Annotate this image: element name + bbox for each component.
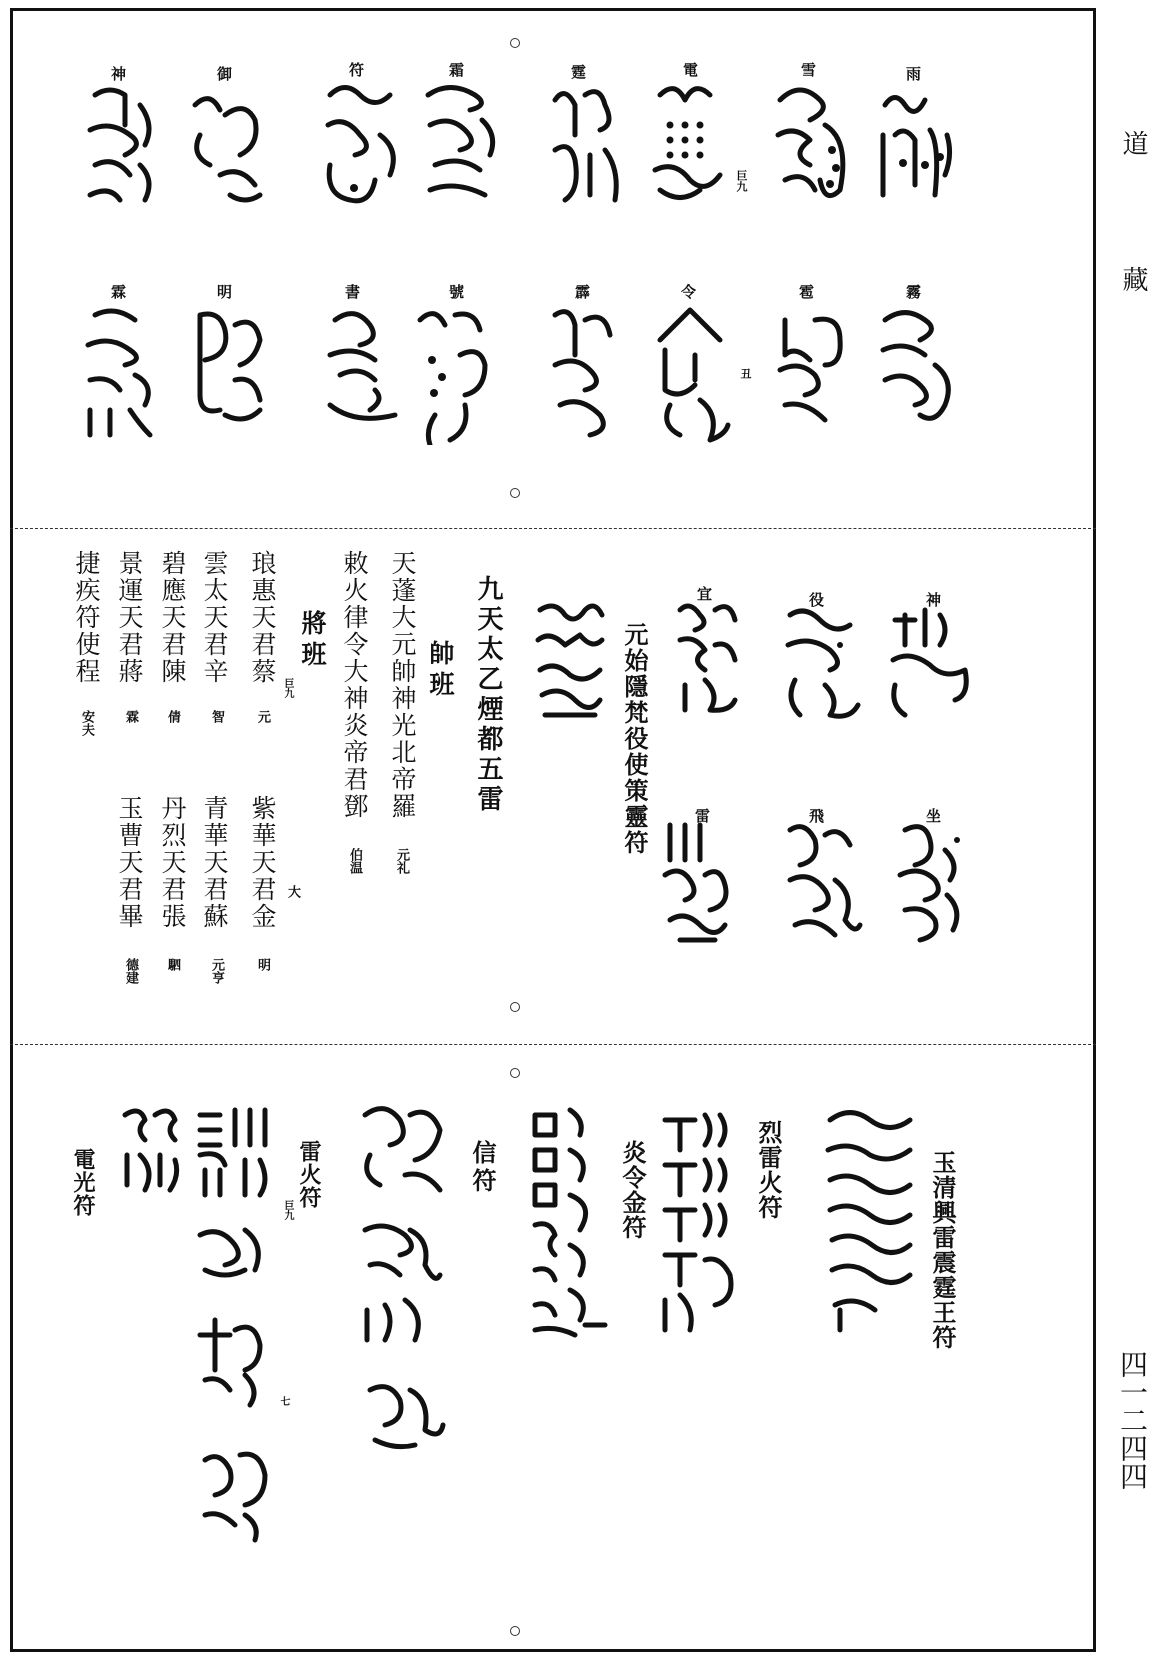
general-8: 丹烈天君張 [158, 795, 187, 930]
seal-label: 坐 [924, 808, 942, 823]
seal-label: 飛 [807, 808, 825, 823]
general-ban-note: 巨九 [282, 678, 293, 698]
general-7-note: 元亨 [209, 958, 224, 984]
book-title: 道藏 [1118, 130, 1148, 402]
suitable-talisman [670, 600, 745, 715]
binding-hole [510, 1002, 520, 1012]
seal-label: 明 [215, 284, 233, 299]
general-5-note: 安夫 [79, 710, 94, 736]
general-2: 雲太天君辛 [200, 550, 229, 685]
seal-label: 霧 [904, 284, 922, 299]
binding-hole [510, 38, 520, 48]
downpour-seal [80, 305, 165, 440]
seal-label: 電 [681, 62, 699, 77]
binding-hole [510, 1626, 520, 1636]
marshal-1-note: 元礼 [394, 848, 409, 874]
imperial-seal [185, 85, 270, 210]
writing-seal [320, 305, 405, 435]
general-6-note: 明 [255, 958, 270, 971]
lightning-light-talisman [115, 1105, 185, 1195]
marshal-2-note: 伯温 [347, 848, 362, 874]
general-9-note: 德建 [123, 958, 138, 984]
general-1-note: 元 [255, 710, 270, 723]
seal-label: 雷 [693, 808, 711, 823]
fierce-thunder-talisman [655, 1110, 745, 1335]
general-4: 景運天君蔣 [115, 550, 144, 685]
talisman-title-2: 烈雷火符 [754, 1120, 783, 1220]
general-9: 玉曹天君畢 [115, 795, 144, 930]
divider-bottom [10, 1044, 1096, 1045]
talisman-title-3: 炎令金符 [618, 1140, 647, 1240]
seal-label: 宜 [695, 586, 713, 601]
lightning-seal [650, 80, 730, 210]
frost-seal [420, 80, 505, 210]
thunderclap-seal [545, 80, 630, 210]
talisman-seal [320, 80, 405, 210]
talisman-title-1: 玉清興雷震霆王符 [928, 1150, 957, 1350]
signal-seal [410, 305, 495, 445]
general-3-note: 倩 [165, 710, 180, 723]
thunder-fire-talisman [190, 1105, 275, 1545]
talisman-title: 元始隱梵役使策靈符 [620, 622, 649, 856]
marshal-ban-heading: 帥班 [426, 640, 455, 702]
general-7: 青華天君蘇 [200, 795, 229, 930]
seal-label: 神 [109, 66, 127, 81]
thunderbolt-seal [545, 305, 625, 440]
seal-label: 雹 [797, 284, 815, 299]
spirit-seal [80, 85, 165, 210]
seal-label: 雨 [904, 66, 922, 81]
thunder-talisman [655, 820, 735, 950]
talisman-title-4: 信符 [468, 1140, 497, 1196]
seal-label: 雪 [799, 62, 817, 77]
hail-seal [770, 305, 855, 435]
general-6-mark: 大 [285, 885, 300, 898]
divider-top [10, 528, 1096, 529]
general-5: 捷疾符使程 [72, 550, 101, 685]
general-4-note: 霖 [123, 710, 138, 723]
seal-label: 霜 [447, 62, 465, 77]
seal-label: 符 [347, 62, 365, 77]
page-note: 丑 [739, 368, 752, 379]
talisman-title-5-note: 巨九 [282, 1200, 293, 1220]
binding-hole [510, 488, 520, 498]
talisman-title-6: 電光符 [70, 1148, 96, 1217]
trust-talisman [355, 1100, 450, 1480]
sitting-talisman [885, 820, 970, 950]
flame-metal-talisman [525, 1105, 615, 1340]
page-note: 巨九 [735, 170, 748, 192]
bright-seal [185, 305, 270, 435]
seal-label: 霹 [573, 284, 591, 299]
snow-seal [770, 80, 855, 210]
servant-talisman [780, 605, 865, 720]
seal-label: 神 [924, 592, 942, 607]
general-2-note: 智 [209, 710, 224, 723]
talisman-title-5: 雷火符 [296, 1140, 322, 1209]
seal-label: 書 [343, 284, 361, 299]
spirit-talisman [885, 605, 975, 720]
seal-label: 霆 [569, 64, 587, 79]
general-3: 碧應天君陳 [158, 550, 187, 685]
seal-label: 號 [447, 284, 465, 299]
section-heading: 九天太乙煙都五雷 [473, 575, 503, 815]
binding-hole [510, 1068, 520, 1078]
marshal-2: 敕火律令大神炎帝君鄧 [340, 550, 369, 820]
marshal-1: 天蓬大元帥神光北帝羅 [388, 550, 417, 820]
flying-talisman [780, 820, 865, 950]
seal-label: 霖 [109, 284, 127, 299]
page-mark: 七 [278, 1396, 289, 1406]
seal-label: 役 [807, 592, 825, 607]
general-1: 琅惠天君蔡 [248, 550, 277, 685]
page-number: 四一二四四 [1116, 1350, 1149, 1490]
general-ban-heading: 將班 [298, 610, 327, 672]
command-seal [650, 305, 735, 445]
general-6: 紫華天君金 [248, 795, 277, 930]
general-8-note: 駟 [165, 958, 180, 971]
rain-seal [875, 85, 955, 210]
mist-seal [875, 305, 960, 435]
seal-label: 令 [679, 284, 697, 299]
yuanshi-talisman [530, 600, 610, 725]
seal-label: 御 [215, 66, 233, 81]
jade-thunder-talisman [820, 1105, 920, 1335]
